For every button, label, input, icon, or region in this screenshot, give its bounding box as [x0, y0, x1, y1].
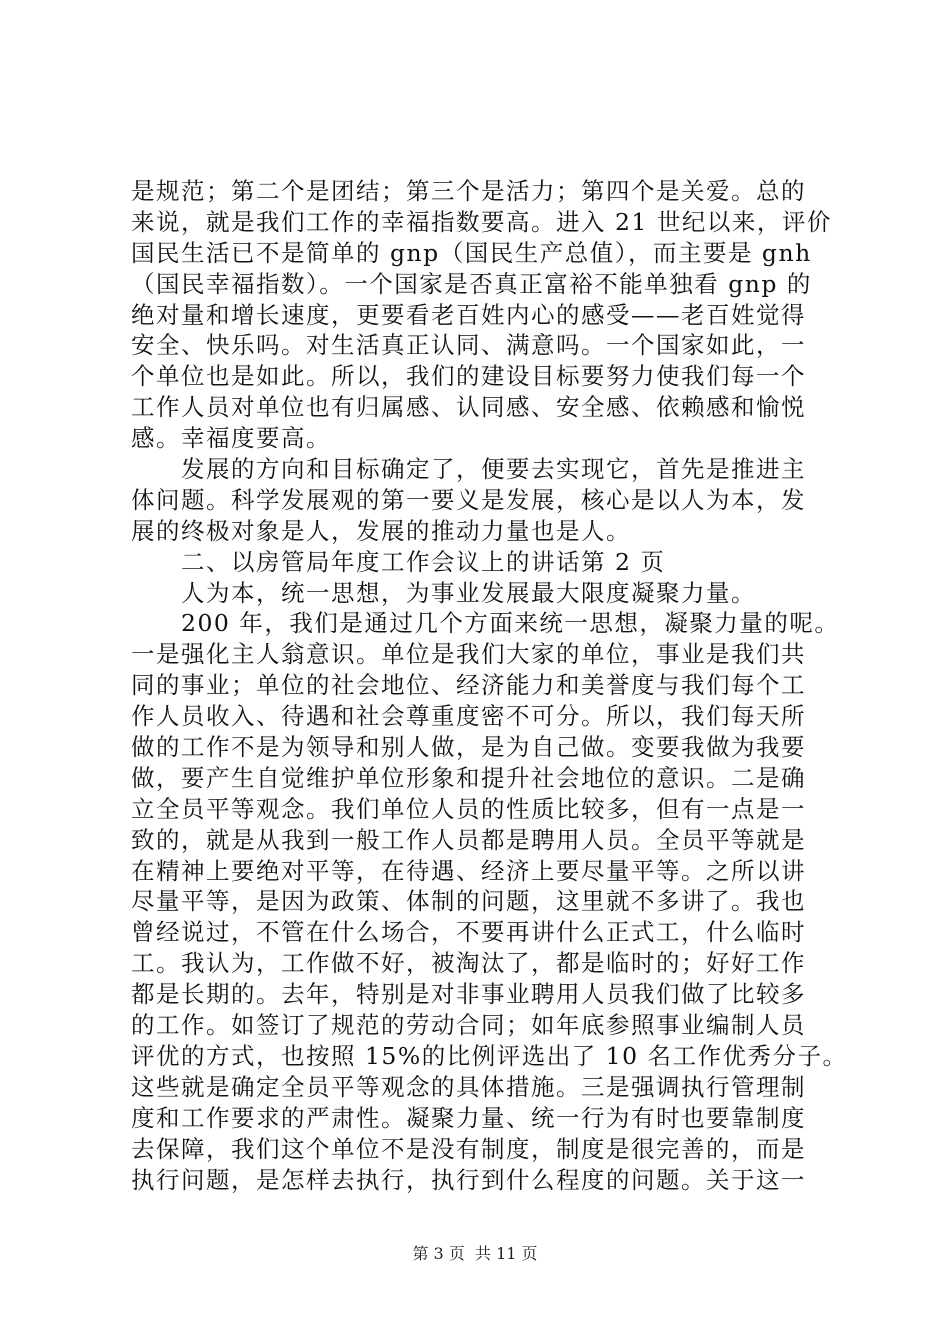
text-line: 曾经说过，不管在什么场合，不要再讲什么正式工，什么临时: [131, 918, 806, 947]
text-line: 度和工作要求的严肃性。凝聚力量、统一行为有时也要靠制度: [131, 1103, 806, 1132]
text-line: 立全员平等观念。我们单位人员的性质比较多，但有一点是一: [131, 794, 806, 823]
text-line: 国民生活已不是简单的 gnp（国民生产总值），而主要是 gnh: [131, 238, 812, 267]
text-line: 展的终极对象是人，发展的推动力量也是人。: [131, 516, 631, 545]
text-line: 同的事业；单位的社会地位、经济能力和美誉度与我们每个工: [131, 671, 806, 700]
text-line: 感。幸福度要高。: [131, 424, 331, 453]
text-line: 工作人员对单位也有归属感、认同感、安全感、依赖感和愉悦: [131, 393, 806, 422]
text-line: 在精神上要绝对平等，在待遇、经济上要尽量平等。之所以讲: [131, 856, 806, 885]
text-line: 致的，就是从我到一般工作人员都是聘用人员。全员平等就是: [131, 825, 806, 854]
text-line: 安全、快乐吗。对生活真正认同、满意吗。一个国家如此，一: [131, 331, 806, 360]
text-line: 个单位也是如此。所以，我们的建设目标要努力使我们每一个: [131, 362, 806, 391]
text-line: 都是长期的。去年，特别是对非事业聘用人员我们做了比较多: [131, 980, 806, 1009]
text-line: 评优的方式，也按照 15%的比例评选出了 10 名工作优秀分子。: [131, 1041, 848, 1070]
section-heading: 二、以房管局年度工作会议上的讲话第 2 页: [131, 547, 666, 576]
text-line: 作人员收入、待遇和社会尊重度密不可分。所以，我们每天所: [131, 702, 806, 731]
text-line: 去保障，我们这个单位不是没有制度，制度是很完善的，而是: [131, 1134, 806, 1163]
text-line: 尽量平等，是因为政策、体制的问题，这里就不多讲了。我也: [131, 887, 806, 916]
text-line: 做，要产生自觉维护单位形象和提升社会地位的意识。二是确: [131, 763, 806, 792]
text-line: 是规范；第二个是团结；第三个是活力；第四个是关爱。总的: [131, 177, 806, 205]
text-line: （国民幸福指数）。一个国家是否真正富裕不能单独看 gnp 的: [131, 269, 812, 298]
text-line: 工。我认为，工作做不好，被淘汰了，都是临时的；好好工作: [131, 949, 806, 978]
text-line: 发展的方向和目标确定了，便要去实现它，首先是推进主: [131, 455, 806, 484]
text-line: 体问题。科学发展观的第一要义是发展，核心是以人为本，发: [131, 485, 806, 514]
page-number-footer: 第 3 页 共 11 页: [412, 1244, 538, 1263]
text-line: 做的工作不是为领导和别人做，是为自己做。变要我做为我要: [131, 733, 806, 762]
text-line: 一是强化主人翁意识。单位是我们大家的单位，事业是我们共: [131, 640, 806, 669]
text-line: 人为本，统一思想，为事业发展最大限度凝聚力量。: [131, 578, 756, 607]
text-line: 绝对量和增长速度，更要看老百姓内心的感受——老百姓觉得: [131, 300, 806, 329]
text-line: 的工作。如签订了规范的劳动合同；如年底参照事业编制人员: [131, 1011, 806, 1040]
text-line: 200 年，我们是通过几个方面来统一思想，凝聚力量的呢。: [131, 609, 840, 638]
body-text: [131, 176, 848, 1195]
text-line: 执行问题，是怎样去执行，执行到什么程度的问题。关于这一: [131, 1165, 806, 1194]
text-line: 来说，就是我们工作的幸福指数要高。进入 21 世纪以来，评价: [131, 207, 832, 236]
text-line: 这些就是确定全员平等观念的具体措施。三是强调执行管理制: [131, 1072, 806, 1101]
